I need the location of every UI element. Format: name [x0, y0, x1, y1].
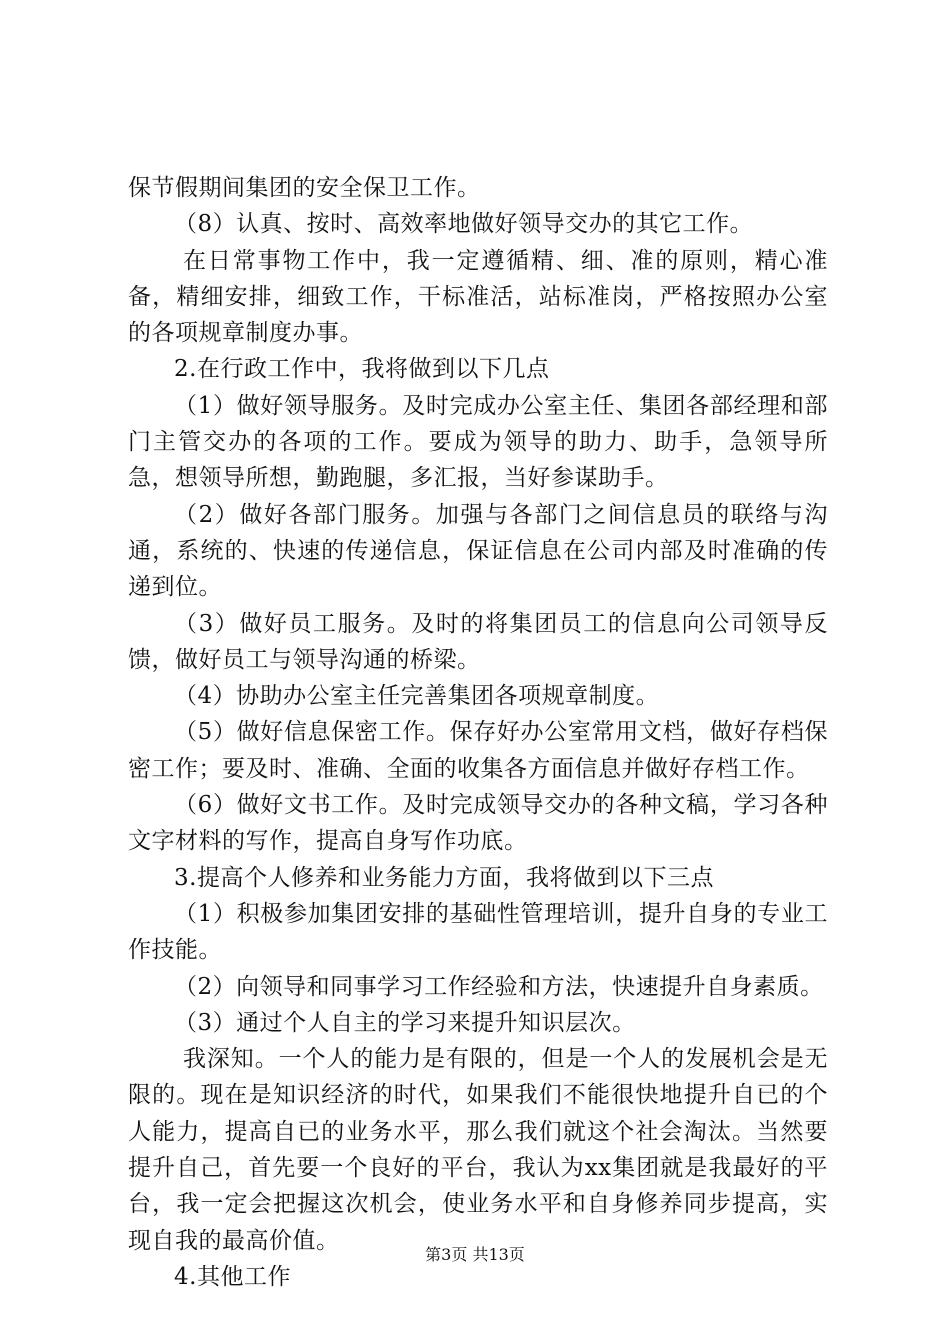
list-item-1: （1）积极参加集团安排的基础性管理培训，提升自身的专业工作技能。	[128, 900, 828, 964]
paragraph-daily-affairs: 在日常事物工作中，我一定遵循精、细、准的原则，精心准备，精细安排，细致工作，干标准活，站标准岗，严格按照办公室的各项规章制度办事。	[128, 247, 828, 347]
list-item-2: （2）向领导和同事学习工作经验和方法，快速提升自身素质。	[174, 973, 824, 1000]
section-heading-2: 2.在行政工作中，我将做到以下几点	[174, 356, 550, 383]
list-item-2: （2）做好各部门服务。加强与各部门之间信息员的联络与沟通，系统的、快速的传递信息，保证信息在公司内部及时准确的传递到位。	[128, 501, 828, 601]
list-item-8: （8）认真、按时、高效率地做好领导交办的其它工作。	[174, 211, 754, 238]
section-heading-3: 3.提高个人修养和业务能力方面，我将做到以下三点	[174, 864, 714, 891]
list-item-1: （1）做好领导服务。及时完成办公室主任、集团各部经理和部门主管交办的各项的工作。要成为领导的助力、助手，急领导所急，想领导所想，勤跑腿，多汇报，当好参谋助手。	[128, 392, 828, 492]
list-item-3: （3）做好员工服务。及时的将集团员工的信息向公司领导反馈，做好员工与领导沟通的桥梁。	[128, 610, 828, 673]
page-footer: 第3页 共13页	[425, 1245, 525, 1264]
section-heading-4: 4.其他工作	[174, 1263, 291, 1290]
list-item-4: （4）协助办公室主任完善集团各项规章制度。	[174, 683, 660, 710]
list-item-6: （6）做好文书工作。及时完成领导交办的各种文稿，学习各种文字材料的写作，提高自身写作功底。	[128, 792, 828, 855]
list-item-3: （3）通过个人自主的学习来提升知识层次。	[174, 1009, 636, 1036]
paragraph-continuation: 保节假期间集团的安全保卫工作。	[128, 175, 481, 201]
document-body	[128, 170, 828, 1295]
list-item-5: （5）做好信息保密工作。保存好办公室常用文档，做好存档保密工作；要及时、准确、全面的收集各方面信息并做好存档工作。	[128, 719, 828, 782]
paragraph-conclusion: 我深知。一个人的能力是有限的，但是一个人的发展机会是无限的。现在是知识经济的时代，如果我们不能很快地提升自已的个人能力，提高自已的业务水平，那么我们就这个社会淘汰。当然要提升自己，首先要一个良好的平台，我认为xx集团就是我最好的平台，我一定会把握这次机会，使业务水平和自身修养同步提高，实现自我的最高价值。	[128, 1046, 828, 1254]
